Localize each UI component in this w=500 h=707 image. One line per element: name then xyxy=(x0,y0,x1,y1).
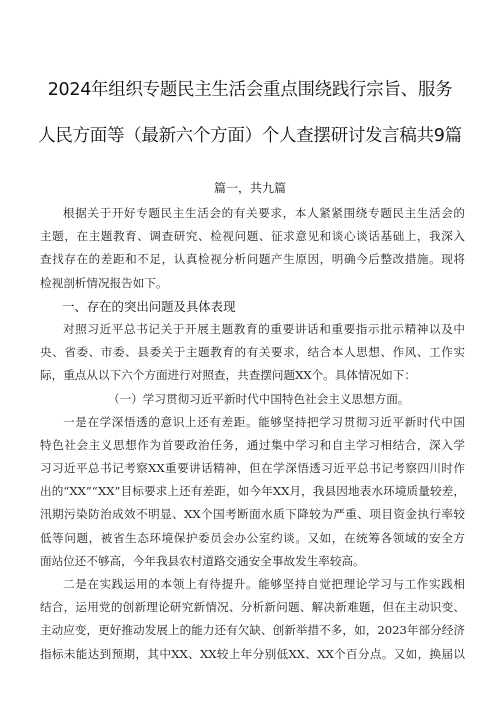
paragraph-line: 央、省委、市委、县委关于主题教育的有关要求，结合本人思想、作风、工作实 xyxy=(40,345,465,360)
document-title-line-2: 人民方面等（最新六个方面）个人查摆研讨发言稿共9篇 xyxy=(38,126,462,146)
paragraph-line: 结合，运用党的创新理论研究新情况、分析新问题、解决新难题，但在主动识变、 xyxy=(40,600,465,615)
paragraph-line: 主题，在主题教育、调查研究、检视问题、征求意见和谈心谈话基础上，我深入 xyxy=(40,229,465,244)
paragraph-line: 际，重点从以下六个方面进行对照查，共查摆问题XX个。具体情况如下： xyxy=(40,368,416,383)
paragraph-line: 特色社会主义思想作为首要政治任务，通过集中学习和自主学习相结合，深入学 xyxy=(40,437,465,452)
paragraph-line: 检视剖析情况报告如下。 xyxy=(40,275,168,290)
paragraph-line: 一是在学深悟透的意识上还有差距。能够坚持把学习贯彻习近平新时代中国 xyxy=(63,414,465,429)
paragraph-line: 汛期污染防治成效不明显、XX个国考断面水质下降较为严重、项目资金执行率较 xyxy=(40,507,465,522)
paragraph-line: 出的“XX”“XX”目标要求上还有差距，如今年XX月，我县因地表水环境质量较差， xyxy=(40,484,465,499)
paragraph-line: 低等问题，被省生态环境保护委员会办公室约谈。又如，在统筹各领域的安全方 xyxy=(40,530,465,545)
paragraph-line: 主动应变，更好推动发展上的能力还有欠缺、创新举措不多，如，2023年部分经济 xyxy=(40,623,465,638)
document-body xyxy=(40,202,465,666)
document-title-line-1: 2024年组织专题民主生活会重点围绕践行宗旨、服务 xyxy=(47,80,453,100)
paragraph-line: 习习近平总书记考察XX重要讲话精神，但在学深悟透习近平总书记考察四川时作 xyxy=(40,461,465,476)
paragraph-line: 根据关于开好专题民主生活会的有关要求，本人紧紧围绕专题民主生活会的 xyxy=(63,206,465,220)
subsection-heading: （一）学习贯彻习近平新时代中国特色社会主义思想方面。 xyxy=(108,391,410,406)
section-heading: 一、存在的突出问题及具体表现 xyxy=(62,298,236,314)
paragraph-line: 对照习近平总书记关于开展主题教育的重要讲话和重要指示批示精神以及中 xyxy=(63,321,465,336)
paragraph-line: 查找存在的差距和不足，认真检视分析问题产生原因，明确今后整改措施。现将 xyxy=(40,252,465,267)
paragraph-line: 面站位还不够高，今年我县农村道路交通安全事故发生率较高。 xyxy=(40,553,365,568)
document-subtitle: 篇一，共九篇 xyxy=(213,181,286,195)
paragraph-line: 指标未能达到预期，其中XX、XX较上年分别低XX、XX个百分点。又如，换届以 xyxy=(40,646,465,661)
paragraph-line: 二是在实践运用的本领上有待提升。能够坚持自觉把理论学习与工作实践相 xyxy=(63,577,465,591)
